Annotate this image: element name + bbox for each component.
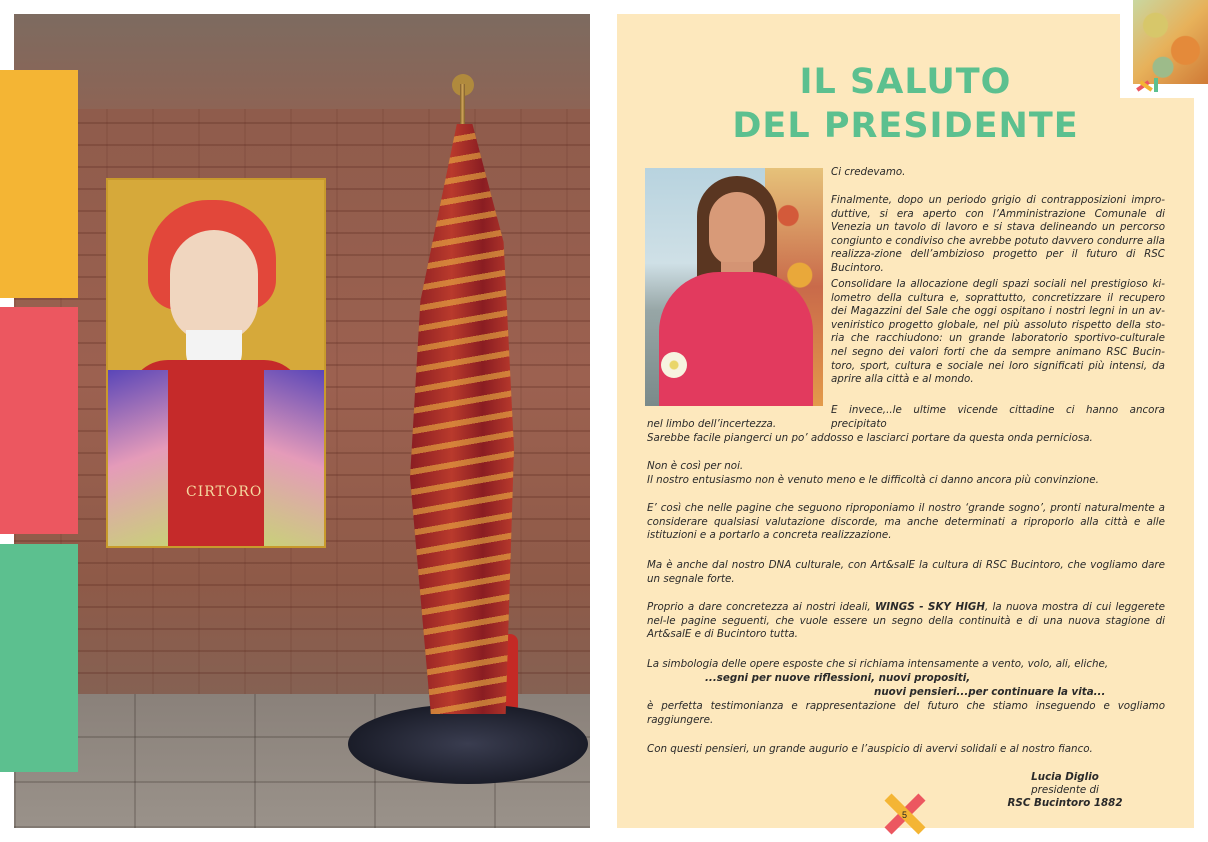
painting-right-pattern bbox=[264, 370, 324, 546]
paragraph-6: E’ così che nelle pagine che seguono riproponiamo il nostro ‘grande sogno’, pronti naturalmente a considerare qualsiasi valutazione discorde, ma anche determinati a riproporlo alla città e alle istituzioni e a portarlo a concreta realizzazione. bbox=[647, 502, 1165, 542]
paragraph-5a: Non è così per noi. bbox=[647, 460, 744, 472]
side-bar-yellow bbox=[0, 70, 78, 298]
page-title bbox=[617, 60, 1194, 148]
painting-left-pattern bbox=[108, 370, 168, 546]
painting-shirt-text: CIRTORO bbox=[186, 484, 263, 500]
signature-block bbox=[1000, 771, 1130, 810]
venetian-flag bbox=[410, 124, 514, 714]
signature-org: RSC Bucintoro 1882 bbox=[1007, 797, 1123, 809]
paragraph-4c: Sarebbe facile piangerci un po’ addosso e lasciarci portare da questa onda perniciosa. bbox=[647, 432, 1093, 444]
paragraph-8-rest: , la nuova mostra di cui leggerete nel-le pagine seguenti, che vuole essere un segno della continuità e di una nuova stagione di Art&salE e di Bucintoro tutta. bbox=[647, 601, 1165, 641]
paragraph-5b: Il nostro entusiasmo non è venuto meno e le difficoltà ci danno ancora più convinzione. bbox=[647, 474, 1099, 486]
signature-role: presidente di bbox=[1031, 784, 1099, 796]
side-bar-green bbox=[0, 544, 78, 772]
paragraph-10: Con questi pensieri, un grande augurio e l’auspicio di avervi solidali e al nostro fianco. bbox=[647, 743, 1093, 755]
paragraph-8-intro: Proprio a dare concretezza ai nostri ideali, bbox=[647, 601, 875, 613]
flower-icon bbox=[661, 352, 687, 378]
president-photo bbox=[645, 168, 823, 406]
paragraph-7: Ma è anche dal nostro DNA culturale, con Art&salE la cultura di RSC Bucintoro, che vogliamo dare un segnale forte. bbox=[647, 559, 1165, 585]
paragraph-4b: nel limbo dell’incertezza. bbox=[647, 418, 777, 430]
flag-drape bbox=[348, 704, 588, 784]
paragraph-3: Consolidare la allocazione degli spazi sociali nel prestigioso ki-lometro della cultura e, soprattutto, concretizzare il recupero dei Magazzini del Sale che oggi ospitano i nostri legni in un av-veniristico progetto globale, nel più assoluto rispetto della sto-ria che racchiudono: un grande laboratorio sportivo-culturale nel segno dei valori forti che da sempre animano RSC Bucin-toro, sport, cultura e sociale nei loro significati più intensi, da aprire alla città e al mondo. bbox=[831, 278, 1165, 386]
paragraph-8 bbox=[647, 601, 1165, 642]
wall-shadow bbox=[14, 14, 590, 109]
paragraph-9c: nuovi pensieri...per continuare la vita... bbox=[874, 686, 1106, 698]
paragraph-9a: La simbologia delle opere esposte che si richiama intensamente a vento, volo, ali, eliche, bbox=[647, 658, 1109, 670]
portrait-painting bbox=[106, 178, 326, 548]
title-line-2: DEL PRESIDENTE bbox=[732, 106, 1079, 146]
paragraph-9d: è perfetta testimonianza e rappresentazione del futuro che stiamo inseguendo e vogliamo raggiungere. bbox=[647, 700, 1165, 726]
exhibition-name: WINGS - SKY HIGH bbox=[874, 601, 985, 613]
painting-face bbox=[170, 230, 258, 342]
paragraph-4a: E invece,..le ultime vicende cittadine ci hanno ancora precipitato bbox=[831, 404, 1165, 430]
paragraph-1: Ci credevamo. bbox=[831, 166, 906, 178]
paragraph-9b: ...segni per nuove riflessioni, nuovi propositi, bbox=[705, 672, 971, 684]
side-bar-red bbox=[0, 307, 78, 534]
title-line-1: IL SALUTO bbox=[799, 62, 1012, 102]
photo-pink-blouse bbox=[659, 272, 813, 406]
page-number: 5 bbox=[902, 810, 908, 820]
photo-face bbox=[709, 192, 765, 266]
paragraph-2: Finalmente, dopo un periodo grigio di contrapposizioni impro-duttive, si era aperto con l’Amministrazione Comunale di Venezia un tavolo di lavoro e si stava delineando un percorso congiunto e condiviso che avrebbe potuto davvero condurre alla realizza-zione dell’ambizioso progetto per il futuro di RSC Bucintoro. bbox=[831, 194, 1165, 274]
signature-name: Lucia Diglio bbox=[1031, 771, 1099, 783]
exhibition-photo bbox=[14, 14, 590, 828]
